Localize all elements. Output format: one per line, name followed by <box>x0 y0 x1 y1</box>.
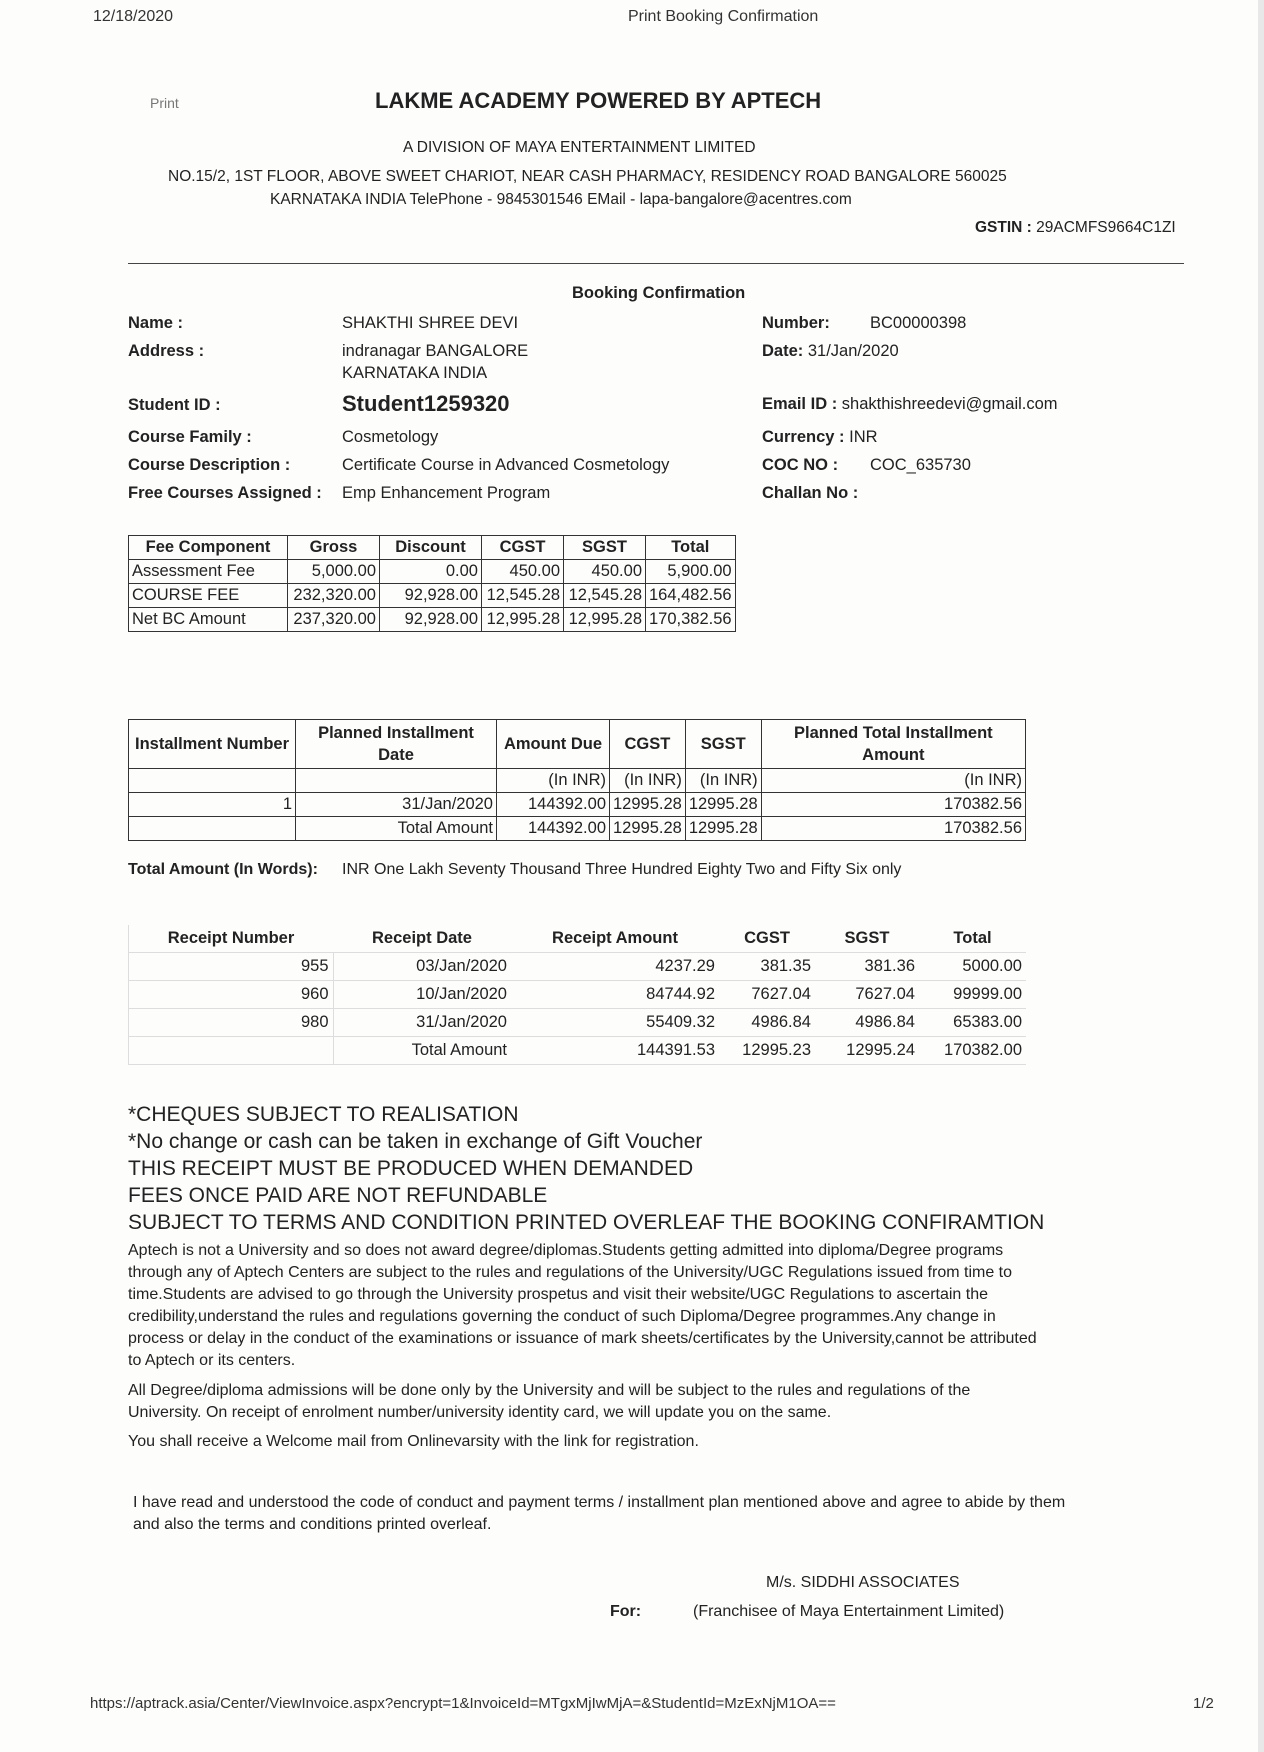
table-row <box>129 560 736 584</box>
installment-header <box>129 720 1026 769</box>
currency-field <box>762 428 878 447</box>
note-line: SUBJECT TO TERMS AND CONDITION PRINTED OVERLEAF THE BOOKING CONFIRAMTION <box>128 1211 1045 1234</box>
inst-cell: 170382.56 <box>761 817 1025 841</box>
inst-cell: 12995.28 <box>610 793 686 817</box>
rec-cell: 5000.00 <box>919 953 1026 981</box>
fee-cell: 0.00 <box>380 560 482 584</box>
receipt-header <box>129 925 1027 953</box>
rec-cell: 381.35 <box>719 953 815 981</box>
date-field <box>762 342 899 361</box>
fee-header-gross: Gross <box>288 536 380 560</box>
coc-label: COC NO : <box>762 456 839 474</box>
total-words-label: Total Amount (In Words): <box>128 861 318 878</box>
rec-cell: Total Amount <box>333 1037 511 1065</box>
rec-cell: 4237.29 <box>511 953 719 981</box>
scan-edge <box>1258 0 1264 1752</box>
free-courses-value: Emp Enhancement Program <box>342 484 551 502</box>
note-line: *CHEQUES SUBJECT TO REALISATION <box>128 1103 519 1126</box>
currency-label: Currency : <box>762 428 845 446</box>
table-row <box>129 584 736 608</box>
inst-cell: Total Amount <box>296 817 497 841</box>
fee-cell: 92,928.00 <box>380 584 482 608</box>
email-label: Email ID : <box>762 395 838 413</box>
inst-header-number: Installment Number <box>129 720 296 769</box>
booking-title: Booking Confirmation <box>572 284 746 302</box>
fee-cell: 12,545.28 <box>482 584 564 608</box>
inst-unit: (In INR) <box>761 769 1025 793</box>
student-id-value: Student1259320 <box>342 391 510 416</box>
rec-header-cgst: CGST <box>719 925 815 953</box>
number-label: Number: <box>762 314 830 332</box>
inst-cell: 12995.28 <box>610 817 686 841</box>
notes-block <box>128 1101 1044 1236</box>
table-row <box>129 793 1026 817</box>
disclaimer-paragraph-1: Aptech is not a University and so does not award degree/diplomas.Students getting admitted into diploma/Degree programs through any of Aptech Centers are subject to the rules and regulations of the University/UGC Regulations issued from time to time.Students are advised to go through the University prospetus and visit their website/UGC Regulations to ascertain the credibility,understand the rules and regulations governing the conduct of such Diploma/Degree programmes.Any change in process or delay in the conduct of the examinations or issuance of mark sheets/certificates by the University,cannot be attributed to Aptech or its centers. <box>128 1242 1037 1369</box>
rec-cell: 381.36 <box>815 953 919 981</box>
gstin-label: GSTIN : <box>975 219 1032 236</box>
inst-header-date: Planned Installment Date <box>296 720 497 769</box>
address-line-1: NO.15/2, 1ST FLOOR, ABOVE SWEET CHARIOT, NEAR CASH PHARMACY, RESIDENCY ROAD BANGALORE 560025 <box>168 168 1007 185</box>
inst-unit: (In INR) <box>610 769 686 793</box>
fee-table-header <box>129 536 736 560</box>
inst-cell: 144392.00 <box>497 817 610 841</box>
inst-cell: 31/Jan/2020 <box>296 793 497 817</box>
rec-header-total: Total <box>919 925 1026 953</box>
table-row <box>129 981 1027 1009</box>
gstin <box>975 219 1176 237</box>
gstin-value: 29ACMFS9664C1ZI <box>1036 219 1176 236</box>
rec-cell: 4986.84 <box>719 1009 815 1037</box>
signature-franchisee: (Franchisee of Maya Entertainment Limited) <box>693 1603 1005 1620</box>
coc-value: COC_635730 <box>870 456 971 474</box>
rec-cell: 65383.00 <box>919 1009 1026 1037</box>
total-words-value: INR One Lakh Seventy Thousand Three Hundred Eighty Two and Fifty Six only <box>342 861 902 878</box>
division-line: A DIVISION OF MAYA ENTERTAINMENT LIMITED <box>403 139 756 156</box>
date-label: Date: <box>762 342 804 360</box>
signature-company: M/s. SIDDHI ASSOCIATES <box>766 1574 960 1591</box>
fee-cell: 232,320.00 <box>288 584 380 608</box>
inst-cell: 12995.28 <box>685 817 761 841</box>
address-value-1: indranagar BANGALORE <box>342 342 529 360</box>
inst-unit: (In INR) <box>497 769 610 793</box>
fee-header-sgst: SGST <box>564 536 646 560</box>
inst-cell: 1 <box>129 793 296 817</box>
table-row <box>129 953 1027 981</box>
fee-header-total: Total <box>646 536 736 560</box>
fee-cell: COURSE FEE <box>129 584 288 608</box>
date-value: 31/Jan/2020 <box>807 342 899 360</box>
fee-cell: 170,382.56 <box>646 608 736 632</box>
note-line: THIS RECEIPT MUST BE PRODUCED WHEN DEMANDED <box>128 1157 694 1180</box>
course-description-value: Certificate Course in Advanced Cosmetology <box>342 456 670 474</box>
address-label: Address : <box>128 342 205 360</box>
rec-cell: 12995.24 <box>815 1037 919 1065</box>
rec-header-amount: Receipt Amount <box>511 925 719 953</box>
note-line: FEES ONCE PAID ARE NOT REFUNDABLE <box>128 1184 548 1207</box>
rec-cell: 10/Jan/2020 <box>333 981 511 1009</box>
address-line-2: KARNATAKA INDIA TelePhone - 9845301546 EMail - lapa-bangalore@acentres.com <box>270 191 852 208</box>
inst-cell <box>129 817 296 841</box>
inst-unit <box>129 769 296 793</box>
course-family-value: Cosmetology <box>342 428 439 446</box>
inst-header-amount: Amount Due <box>497 720 610 769</box>
signature-for-label: For: <box>610 1603 642 1620</box>
inst-cell: 12995.28 <box>685 793 761 817</box>
rec-cell: 03/Jan/2020 <box>333 953 511 981</box>
disclaimer-paragraph-2: All Degree/diploma admissions will be done only by the University and will be subject to the rules and regulations of the University. On receipt of enrolment number/university identity card, we will update you on the same. <box>128 1382 971 1421</box>
header-divider <box>128 263 1184 264</box>
inst-cell: 144392.00 <box>497 793 610 817</box>
fee-cell: 5,900.00 <box>646 560 736 584</box>
student-id-label: Student ID : <box>128 396 221 414</box>
rec-cell: 12995.23 <box>719 1037 815 1065</box>
agreement-text: I have read and understood the code of conduct and payment terms / installment plan mentioned above and agree to abide by them and also the terms and conditions printed overleaf. <box>133 1494 1066 1533</box>
inst-unit <box>296 769 497 793</box>
rec-cell: 980 <box>129 1009 334 1037</box>
name-label: Name : <box>128 314 184 332</box>
table-row <box>129 1037 1027 1065</box>
rec-cell: 31/Jan/2020 <box>333 1009 511 1037</box>
fee-header-cgst: CGST <box>482 536 564 560</box>
rec-cell: 955 <box>129 953 334 981</box>
table-row <box>129 608 736 632</box>
rec-cell: 144391.53 <box>511 1037 719 1065</box>
table-row <box>129 817 1026 841</box>
fee-cell: 164,482.56 <box>646 584 736 608</box>
receipt-table <box>128 925 1026 1065</box>
rec-cell: 4986.84 <box>815 1009 919 1037</box>
address-value-2: KARNATAKA INDIA <box>342 364 488 382</box>
inst-header-cgst: CGST <box>610 720 686 769</box>
fee-cell: Net BC Amount <box>129 608 288 632</box>
print-date: 12/18/2020 <box>93 8 174 25</box>
currency-value: INR <box>849 428 878 446</box>
email-value: shakthishreedevi@gmail.com <box>841 395 1058 413</box>
inst-header-sgst: SGST <box>685 720 761 769</box>
email-field <box>762 395 1058 414</box>
fee-cell: 450.00 <box>482 560 564 584</box>
number-value: BC00000398 <box>870 314 967 332</box>
print-page-title: Print Booking Confirmation <box>628 8 819 25</box>
fee-cell: 450.00 <box>564 560 646 584</box>
fee-header-discount: Discount <box>380 536 482 560</box>
rec-cell: 99999.00 <box>919 981 1026 1009</box>
name-value: SHAKTHI SHREE DEVI <box>342 314 519 332</box>
inst-header-total: Planned Total Installment Amount <box>761 720 1025 769</box>
rec-cell: 170382.00 <box>919 1037 1026 1065</box>
fee-cell: 12,545.28 <box>564 584 646 608</box>
installment-units-row <box>129 769 1026 793</box>
rec-header-sgst: SGST <box>815 925 919 953</box>
print-url[interactable]: https://aptrack.asia/Center/ViewInvoice.aspx?encrypt=1&InvoiceId=MTgxMjIwMjA=&StudentId=MzExNjM1OA== <box>90 1695 836 1712</box>
challan-label: Challan No : <box>762 484 859 502</box>
fee-cell: 92,928.00 <box>380 608 482 632</box>
rec-cell: 960 <box>129 981 334 1009</box>
fee-table <box>128 535 736 632</box>
rec-header-date: Receipt Date <box>333 925 511 953</box>
course-family-label: Course Family : <box>128 428 252 446</box>
rec-cell: 7627.04 <box>719 981 815 1009</box>
print-page-number: 1/2 <box>1193 1695 1214 1712</box>
table-row <box>129 1009 1027 1037</box>
note-line: *No change or cash can be taken in exchange of Gift Voucher <box>128 1130 703 1153</box>
fee-cell: 12,995.28 <box>482 608 564 632</box>
fee-cell: 12,995.28 <box>564 608 646 632</box>
rec-header-number: Receipt Number <box>129 925 334 953</box>
rec-cell: 84744.92 <box>511 981 719 1009</box>
course-description-label: Course Description : <box>128 456 291 474</box>
inst-unit: (In INR) <box>685 769 761 793</box>
inst-cell: 170382.56 <box>761 793 1025 817</box>
fee-cell: Assessment Fee <box>129 560 288 584</box>
installment-table <box>128 719 1026 841</box>
rec-cell <box>129 1037 334 1065</box>
free-courses-label: Free Courses Assigned : <box>128 484 322 502</box>
fee-header-component: Fee Component <box>129 536 288 560</box>
fee-cell: 237,320.00 <box>288 608 380 632</box>
print-link[interactable]: Print <box>150 95 179 111</box>
rec-cell: 55409.32 <box>511 1009 719 1037</box>
org-name: LAKME ACADEMY POWERED BY APTECH <box>375 88 822 113</box>
rec-cell: 7627.04 <box>815 981 919 1009</box>
fee-cell: 5,000.00 <box>288 560 380 584</box>
disclaimer-paragraph-3: You shall receive a Welcome mail from Onlinevarsity with the link for registration. <box>128 1433 699 1450</box>
